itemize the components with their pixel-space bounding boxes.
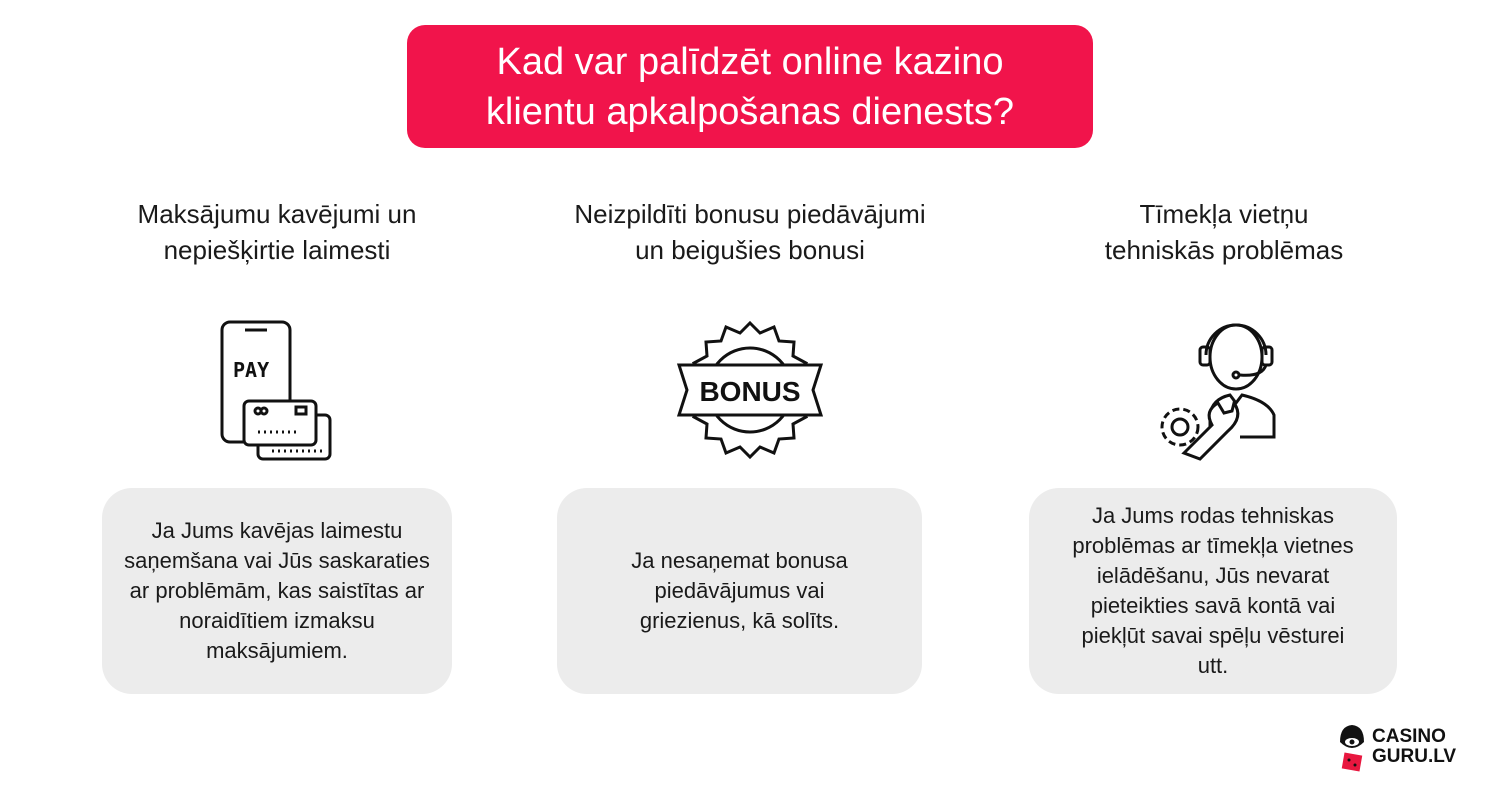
support-agent-wrench-icon [1140, 315, 1290, 465]
title-banner [407, 25, 1093, 148]
column-heading-bonus [540, 196, 960, 268]
bonus-label: BONUS [699, 376, 801, 407]
info-card-payments [102, 488, 452, 694]
bonus-badge-icon [675, 315, 825, 465]
heading-line: un beigušies bonusi [635, 235, 865, 265]
info-card-bonus [557, 488, 922, 694]
mobile-pay-card-icon [200, 315, 350, 465]
heading-line: Tīmekļa vietņu [1139, 199, 1309, 229]
title-line-2: klientu apkalpošanas dienests? [485, 91, 1015, 133]
card-text: Ja nesaņemat bonusa piedāvājumus vai griezienus, kā solīts. [631, 548, 848, 633]
card-text: Ja Jums rodas tehniskas problēmas ar tīmekļa vietnes ielādēšanu, Jūs nevarat pieteikties savā kontā vai piekļūt savai spēļu vēsturei utt. [1072, 503, 1354, 678]
heading-line: Maksājumu kavējumi un [137, 199, 417, 229]
logo-line-1: CASINO [1372, 726, 1446, 747]
column-heading-payments [67, 196, 487, 268]
title-line-1: Kad var palīdzēt online kazino [496, 41, 1004, 83]
heading-line: tehniskās problēmas [1104, 235, 1344, 265]
heading-line: nepiešķirtie laimesti [163, 235, 391, 265]
card-text: Ja Jums kavējas laimestu saņemšana vai Jūs saskaraties ar problēmām, kas saistītas ar noraidītiem izmaksu maksājumiem. [124, 518, 430, 663]
column-heading-technical [1014, 196, 1434, 268]
logo-line-2: GURU.LV [1372, 746, 1457, 767]
heading-line: Neizpildīti bonusu piedāvājumi [574, 199, 926, 229]
info-card-technical [1029, 488, 1397, 694]
pay-label: PAY [233, 358, 270, 382]
casino-guru-logo [1338, 722, 1456, 772]
guru-turban-dice-icon [1338, 722, 1366, 772]
